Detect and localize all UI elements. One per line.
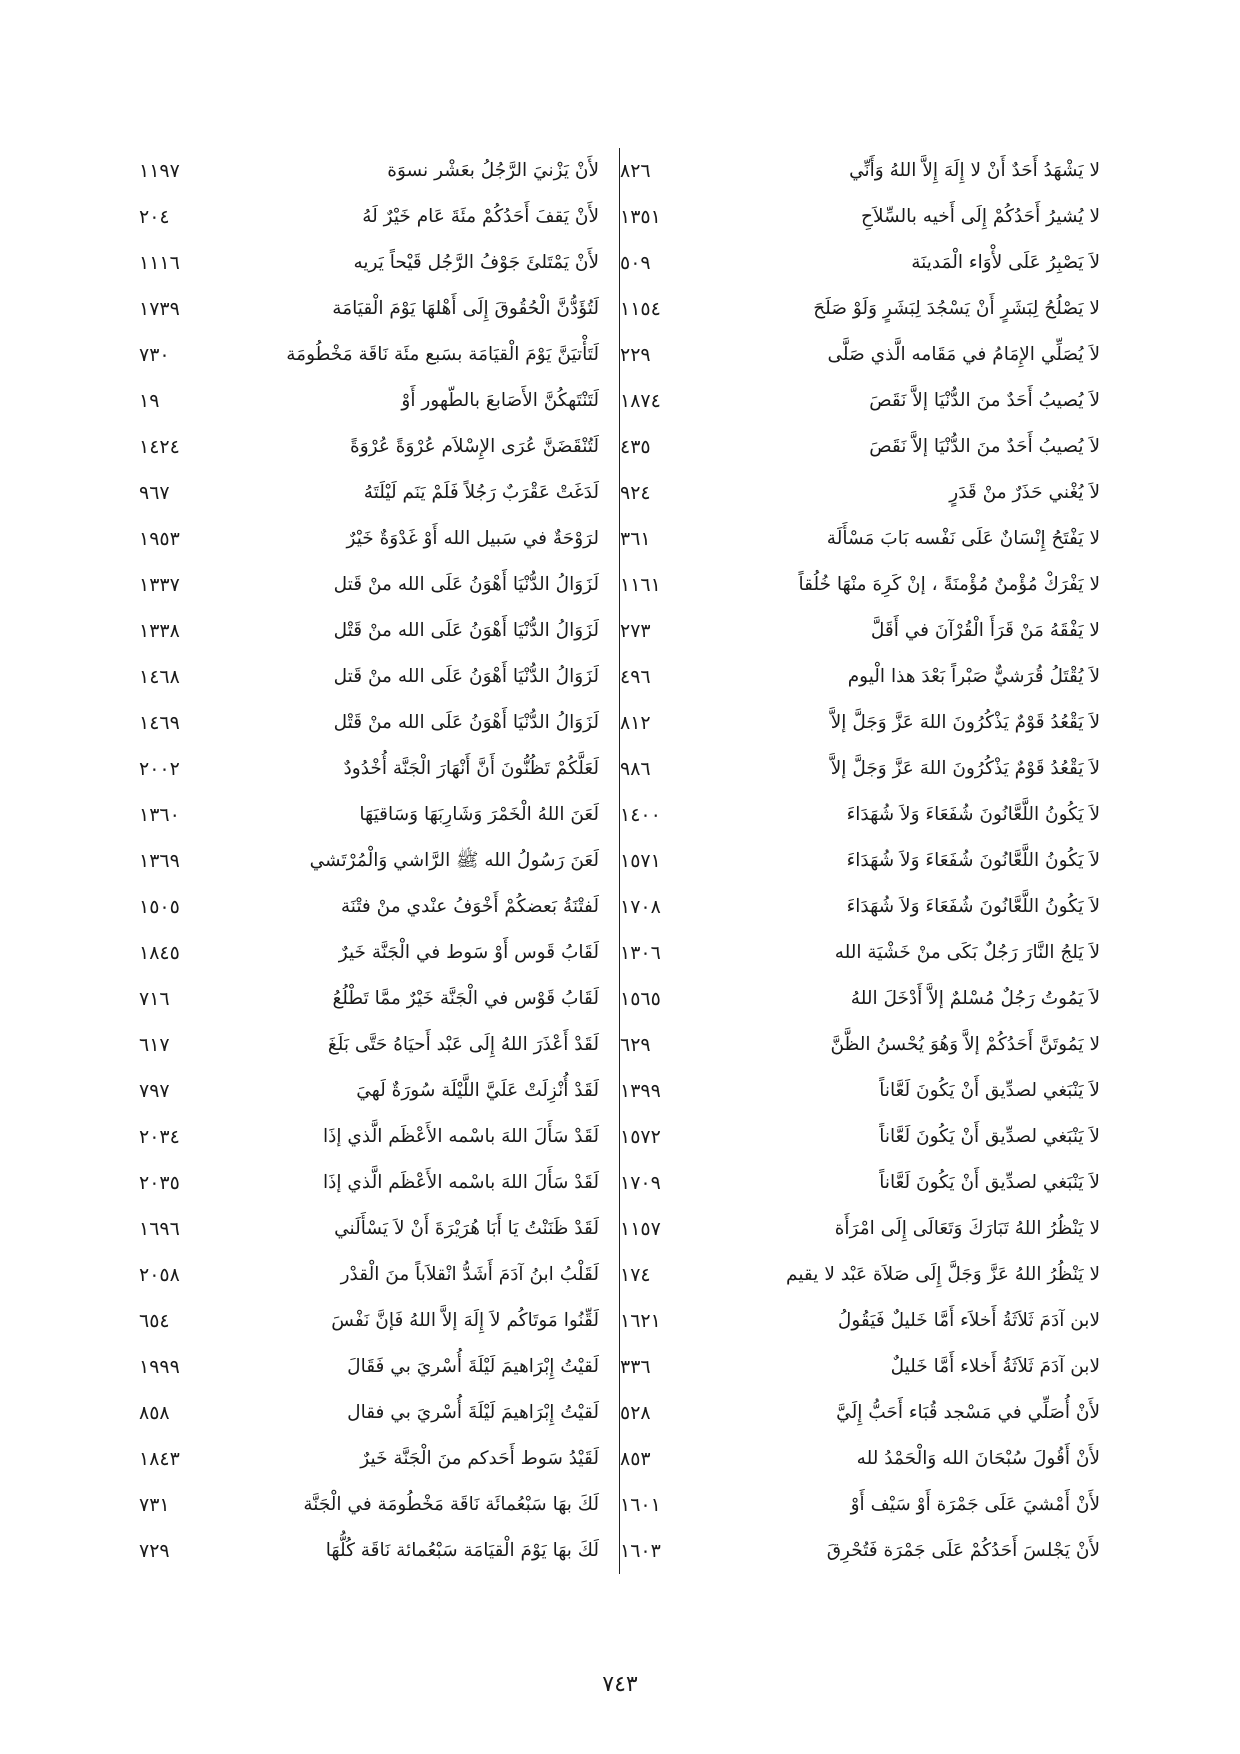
entry-text: لرَوْحَةٌ في سَبيل الله أَوْ غَدْوَةٌ خَيْرٌ (346, 528, 599, 549)
entry-page-number: ١٥٧١ (620, 850, 661, 872)
entry-text: لاَ يَلجُ النَّارَ رَجُلٌ بَكَى منْ خَشْيَة الله (834, 942, 1100, 963)
index-entry (139, 654, 619, 700)
entry-text: لَعَلَّكُمْ تَظُنُّونَ أَنَّ أَنْهَارَ الْجَنَّة أُخْدُودٌ (343, 758, 599, 779)
entry-page-number: ١٣٣٨ (139, 620, 180, 642)
entry-text: لَقَدْ سَأَلَ اللهَ باسْمه الأَعْظَم الَّذي إذَا (323, 1126, 599, 1147)
entry-page-number: ٧٣١ (139, 1494, 170, 1516)
entry-text: لَكَ بهَا سَبْعُمائَة نَاقَة مَخْطُومَة في الْجَنَّة (303, 1494, 599, 1515)
entry-page-number: ١٦٩٦ (139, 1218, 180, 1240)
index-entry (620, 654, 1100, 700)
index-entry (620, 562, 1100, 608)
index-entry (139, 792, 619, 838)
index-entry (139, 562, 619, 608)
index-entry (139, 838, 619, 884)
entry-page-number: ١١٩٧ (139, 160, 180, 182)
entry-text: لاَ يُصيبُ أَحَدٌ منَ الدُّنْيَا إلاَّ نَقَصَ (869, 436, 1100, 457)
entry-text: لا يَنْظُرُ اللهُ تَبَارَكَ وَتَعَالَى إِلَى امْرَأَة (834, 1218, 1100, 1239)
index-entry (620, 930, 1100, 976)
index-entry (620, 884, 1100, 930)
entry-text: لأَنْ يَزْنيَ الرَّجُلُ بعَشْر نسوَة (387, 160, 599, 181)
index-entry (620, 194, 1100, 240)
index-entry (620, 286, 1100, 332)
entry-page-number: ١٤٢٤ (139, 436, 180, 458)
entry-page-number: ٨١٢ (620, 712, 651, 734)
hadith-index-table (140, 148, 1100, 1574)
entry-page-number: ١٨٧٤ (620, 390, 661, 412)
index-entry (139, 1390, 619, 1436)
index-entry (620, 332, 1100, 378)
entry-text: لا يَفْرَكْ مُؤْمنٌ مُؤْمنَةً ، إنْ كَرِهَ منْهَا خُلُقاً (798, 574, 1100, 595)
entry-text: لاَ يُقْتَلُ قُرَشيٌّ صَبْراً بَعْدَ هذا الْيوم (847, 666, 1100, 687)
entry-text: لَقَابُ قَوس أَوْ سَوط في الْجَنَّة خَيرٌ (338, 942, 599, 963)
index-entry (620, 700, 1100, 746)
entry-text: لأَنْ يَمْتَلئَ جَوْفُ الرَّجُل قَيْحاً يَريه (353, 252, 599, 273)
entry-page-number: ٥٢٨ (620, 1402, 651, 1424)
entry-text: لَقيْتُ إِبْرَاهيمَ لَيْلَةَ أُسْريَ بي فَقَالَ (347, 1356, 599, 1377)
index-entry (620, 792, 1100, 838)
entry-page-number: ٧١٦ (139, 988, 170, 1010)
entry-page-number: ١٨٤٣ (139, 1448, 180, 1470)
entry-page-number: ٨٥٨ (139, 1402, 170, 1424)
page-number: ٧٤٣ (602, 1672, 638, 1697)
index-entry (620, 1022, 1100, 1068)
entry-page-number: ١١٦١ (620, 574, 661, 596)
index-entry (620, 378, 1100, 424)
entry-page-number: ٣٦١ (620, 528, 651, 550)
entry-page-number: ٢٠٠٢ (139, 758, 180, 780)
entry-page-number: ١٥٦٥ (620, 988, 661, 1010)
index-column-right (619, 148, 1100, 1574)
entry-page-number: ٦١٧ (139, 1034, 170, 1056)
entry-text: لَتَأْتيَنَّ يَوْمَ الْقيَامَة بسَبع مئَة نَاقَة مَخْطُومَة (286, 344, 599, 365)
entry-text: لَقَابُ قَوْس في الْجَنَّة خَيْرٌ ممَّا تَطْلُعُ (332, 988, 599, 1009)
entry-text: لاَ يَكُونُ اللَّعَّانُونَ شُفَعَاءَ وَلاَ شُهَدَاءَ (846, 850, 1100, 871)
index-column-left (139, 148, 619, 1574)
entry-page-number: ١١٥٧ (620, 1218, 661, 1240)
entry-page-number: ١٧٠٨ (620, 896, 661, 918)
index-entry (139, 1344, 619, 1390)
entry-page-number: ١٤٦٩ (139, 712, 180, 734)
entry-text: لاَ يَقْعُدُ قَوْمٌ يَذْكُرُونَ اللهَ عَزَّ وَجَلَّ إلاَّ (830, 758, 1100, 779)
entry-page-number: ٨٥٣ (620, 1448, 651, 1470)
entry-text: لا يَفْقَهُ مَنْ قَرَأَ الْقُرْآنَ في أَقَلَّ (870, 620, 1100, 641)
entry-text: لأَنْ أَقُولَ سُبْحَانَ الله وَالْحَمْدُ لله (856, 1448, 1100, 1469)
entry-page-number: ٢٠٤ (139, 206, 170, 228)
entry-page-number: ١٩٩٩ (139, 1356, 180, 1378)
entry-page-number: ١٦٠١ (620, 1494, 661, 1516)
entry-text: لابن آدَمَ ثَلاَثَةُ أَخلاَء أَمَّا خَليلٌ فَيَقُولُ (837, 1310, 1100, 1331)
entry-text: لابن آدَمَ ثَلاَثَةُ أَخلاء أَمَّا خَليلٌ (890, 1356, 1100, 1377)
index-entry (139, 1482, 619, 1528)
entry-page-number: ١٥٧٢ (620, 1126, 661, 1148)
entry-page-number: ٤٣٥ (620, 436, 651, 458)
entry-page-number: ١٥٠٥ (139, 896, 180, 918)
index-entry (139, 470, 619, 516)
entry-text: لاَ يَنْبَغي لصدِّيق أَنْ يَكُونَ لَعَّاناً (879, 1126, 1100, 1147)
entry-page-number: ٢٠٣٥ (139, 1172, 180, 1194)
entry-page-number: ١٩٥٣ (139, 528, 180, 550)
entry-page-number: ١٣٠٦ (620, 942, 661, 964)
index-entry (139, 884, 619, 930)
entry-page-number: ١٧٣٩ (139, 298, 180, 320)
entry-page-number: ٤٩٦ (620, 666, 651, 688)
entry-page-number: ٣٣٦ (620, 1356, 651, 1378)
entry-text: لأَنْ أُصَلِّي في مَسْجد قُبَاء أَحَبُّ إِلَيَّ (836, 1402, 1100, 1423)
index-entry (620, 838, 1100, 884)
entry-text: لَقَدْ سَأَلَ اللهَ باسْمه الأَعْظَم الَّذي إذَا (323, 1172, 599, 1193)
index-entry (139, 194, 619, 240)
entry-text: لَقَيْدُ سَوط أَحَدكم منَ الْجَنَّة خَيرٌ (360, 1448, 599, 1469)
entry-text: لَقَدْ ظَنَنْتُ يَا أَبَا هُرَيْرَةَ أَنْ لاَ يَسْأَلَني (334, 1218, 599, 1239)
index-entry (620, 1114, 1100, 1160)
entry-page-number: ١٣٥١ (620, 206, 661, 228)
index-entry (139, 1298, 619, 1344)
index-entry (620, 1528, 1100, 1574)
index-entry (139, 700, 619, 746)
entry-text: لَكَ بهَا يَوْمَ الْقيَامَة سَبْعُمائة نَاقَة كُلُّهَا (325, 1540, 599, 1561)
entry-page-number: ١٩ (139, 390, 160, 412)
entry-text: لأَنْ يَجْلسَ أَحَدُكُمْ عَلَى جَمْرَة فَتُحْرِقَ (826, 1540, 1100, 1561)
entry-text: لَزَوَالُ الدُّنْيَا أَهْوَنُ عَلَى الله منْ قَتْل (333, 712, 599, 733)
entry-text: لاَ يَمُوتُ رَجُلٌ مُسْلمٌ إلاَّ أَدْخَلَ اللهُ (850, 988, 1100, 1009)
entry-text: لَقيْتُ إِبْرَاهيمَ لَيْلَةَ أُسْريَ بي فقال (347, 1402, 599, 1423)
entry-text: لا يَنْظُرُ اللهُ عَزَّ وَجَلَّ إِلَى صَلاَة عَبْد لا يقيم (786, 1264, 1100, 1285)
index-entry (620, 1252, 1100, 1298)
entry-page-number: ٢٠٥٨ (139, 1264, 180, 1286)
entry-text: لَزَوَالُ الدُّنْيَا أَهْوَنُ عَلَى الله منْ قَتل (333, 574, 599, 595)
entry-text: لَزَوَالُ الدُّنْيَا أَهْوَنُ عَلَى الله منْ قَتل (333, 666, 599, 687)
entry-text: لا يُشيرُ أَحَدُكُمْ إِلَى أَخيه بالسِّلاَحِ (861, 206, 1100, 227)
entry-text: لَعَنَ رَسُولُ الله ﷺ الرَّاشي وَالْمُرْتَشي (309, 850, 599, 871)
entry-page-number: ١٣٦٩ (139, 850, 180, 872)
entry-page-number: ١٦٢١ (620, 1310, 661, 1332)
index-entry (620, 1206, 1100, 1252)
entry-text: لأَنْ يَقفَ أَحَدُكُمْ مئَةَ عَام خَيْرٌ لَهُ (362, 206, 599, 227)
entry-page-number: ٥٠٩ (620, 252, 651, 274)
index-entry (139, 976, 619, 1022)
index-entry (139, 1160, 619, 1206)
entry-text: لاَ يُصَلِّي الإِمَامُ في مَقَامه الَّذي صَلَّى (827, 344, 1100, 365)
entry-page-number: ١١١٦ (139, 252, 180, 274)
entry-text: لاَ يُصيبُ أَحَدٌ منَ الدُّنْيَا إلاَّ نَقَصَ (869, 390, 1100, 411)
entry-text: لا يَفْتَحُ إِنْسَانٌ عَلَى نَفْسه بَابَ مَسْأَلَة (826, 528, 1100, 549)
index-entry (139, 286, 619, 332)
entry-page-number: ٩٨٦ (620, 758, 651, 780)
index-entry (139, 1206, 619, 1252)
entry-text: لا يَصْلُحُ لِبَشَرٍ أَنْ يَسْجُدَ لِبَشَرٍ وَلَوْ صَلَحَ (813, 298, 1100, 319)
entry-text: لاَ يَقْعُدُ قَوْمٌ يَذْكُرُونَ اللهَ عَزَّ وَجَلَّ إلاَّ (830, 712, 1100, 733)
index-entry (620, 1482, 1100, 1528)
entry-page-number: ٢٢٩ (620, 344, 651, 366)
index-entry (139, 1436, 619, 1482)
index-entry (620, 1436, 1100, 1482)
index-entry (139, 378, 619, 424)
entry-text: لَقَدْ أَعْذَرَ اللهُ إِلَى عَبْد أَحيَاهُ حَتَّى بَلَغَ (327, 1034, 599, 1055)
index-entry (139, 1252, 619, 1298)
index-entry (620, 148, 1100, 194)
entry-page-number: ٨٢٦ (620, 160, 651, 182)
index-entry (139, 1068, 619, 1114)
entry-page-number: ١٧٤ (620, 1264, 651, 1286)
index-entry (139, 516, 619, 562)
entry-page-number: ٢٧٣ (620, 620, 651, 642)
entry-text: لا يَشْهَدُ أَحَدٌ أَنْ لا إِلَهَ إِلاَّ اللهُ وَأَنِّي (849, 160, 1100, 181)
entry-page-number: ٧٩٧ (139, 1080, 170, 1102)
entry-text: لاَ يُغْني حَذَرٌ منْ قَدَرٍ (949, 482, 1100, 503)
index-entry (139, 1528, 619, 1574)
entry-text: لَتُؤَدُّنَّ الْحُقُوقَ إِلَى أَهْلهَا يَوْمَ الْقيَامَة (332, 298, 599, 319)
entry-page-number: ١٣٦٠ (139, 804, 180, 826)
entry-page-number: ١٤٠٠ (620, 804, 661, 826)
entry-page-number: ٦٥٤ (139, 1310, 170, 1332)
index-entry (620, 1160, 1100, 1206)
index-entry (620, 424, 1100, 470)
entry-page-number: ١٨٤٥ (139, 942, 180, 964)
index-entry (620, 470, 1100, 516)
index-entry (620, 608, 1100, 654)
entry-text: لا يَمُوتَنَّ أَحَدُكُمْ إلاَّ وَهُوَ يُحْسنُ الظَّنَّ (830, 1034, 1100, 1055)
index-entry (620, 1298, 1100, 1344)
index-entry (139, 148, 619, 194)
entry-text: لاَ يَكُونُ اللَّعَّانُونَ شُفَعَاءَ وَلاَ شُهَدَاءَ (846, 804, 1100, 825)
index-entry (620, 746, 1100, 792)
index-entry (620, 1344, 1100, 1390)
entry-text: لأَنْ أَمْشيَ عَلَى جَمْرَة أَوْ سَيْف أَوْ (850, 1494, 1100, 1515)
entry-text: لَفتْنَةُ بَعضكُمْ أَخْوَفُ عنْدي منْ فتْنَة (340, 896, 599, 917)
index-entry (139, 424, 619, 470)
index-entry (620, 1390, 1100, 1436)
entry-text: لَزَوَالُ الدُّنْيَا أَهْوَنُ عَلَى الله منْ قَتْل (333, 620, 599, 641)
index-entry (139, 746, 619, 792)
entry-text: لاَ يَكُونُ اللَّعَّانُونَ شُفَعَاءَ وَلاَ شُهَدَاءَ (846, 896, 1100, 917)
entry-page-number: ١٣٣٧ (139, 574, 180, 596)
entry-text: لَقِّنُوا مَوتَاكُم لاَ إِلَهَ إلاَّ اللهُ فَإنَّ نَفْسَ (331, 1310, 599, 1331)
index-entry (139, 1114, 619, 1160)
entry-text: لَقَدْ أُنْزِلَتْ عَلَيَّ اللَّيْلَة سُورَةٌ لَهيَ (356, 1080, 599, 1101)
index-entry (139, 332, 619, 378)
entry-text: لاَ يَنْبَغي لصدِّيق أَنْ يَكُونَ لَعَّاناً (879, 1172, 1100, 1193)
entry-page-number: ٢٠٣٤ (139, 1126, 180, 1148)
entry-page-number: ٦٢٩ (620, 1034, 651, 1056)
index-entry (620, 240, 1100, 286)
entry-text: لَقَلْبُ ابنُ آدَمَ أَشَدُّ انْقلاَباً منَ الْقدْر (340, 1264, 599, 1285)
entry-page-number: ٧٢٩ (139, 1540, 170, 1562)
entry-text: لَعَنَ اللهُ الْخَمْرَ وَشَارِبَهَا وَسَاقيَهَا (359, 804, 599, 825)
entry-page-number: ١٦٠٣ (620, 1540, 661, 1562)
entry-page-number: ٩٢٤ (620, 482, 651, 504)
entry-text: لاَ يَنْبَغي لصدِّيق أَنْ يَكُونَ لَعَّاناً (879, 1080, 1100, 1101)
entry-text: لَدَغَتْ عَقْرَبٌ رَجُلاً فَلَمْ يَنَم لَيْلَتَهُ (363, 482, 599, 503)
entry-page-number: ٧٣٠ (139, 344, 170, 366)
entry-text: لاَ يَصْبِرُ عَلَى لأْوَاء الْمَدينَة (911, 252, 1100, 273)
entry-text: لَتُنْقَضَنَّ عُرَى الإِسْلاَم عُرْوَةً عُرْوَةً (350, 436, 599, 457)
index-entry (139, 240, 619, 286)
index-entry (620, 1068, 1100, 1114)
entry-page-number: ١٧٠٩ (620, 1172, 661, 1194)
index-entry (139, 608, 619, 654)
entry-text: لَتَنْتَهكُنَّ الأَصَابعَ بالطّهور أَوْ (401, 390, 599, 411)
entry-page-number: ١٤٦٨ (139, 666, 180, 688)
entry-page-number: ١٣٩٩ (620, 1080, 661, 1102)
index-entry (620, 976, 1100, 1022)
entry-page-number: ١١٥٤ (620, 298, 661, 320)
entry-page-number: ٩٦٧ (139, 482, 170, 504)
index-entry (620, 516, 1100, 562)
index-entry (139, 1022, 619, 1068)
index-entry (139, 930, 619, 976)
